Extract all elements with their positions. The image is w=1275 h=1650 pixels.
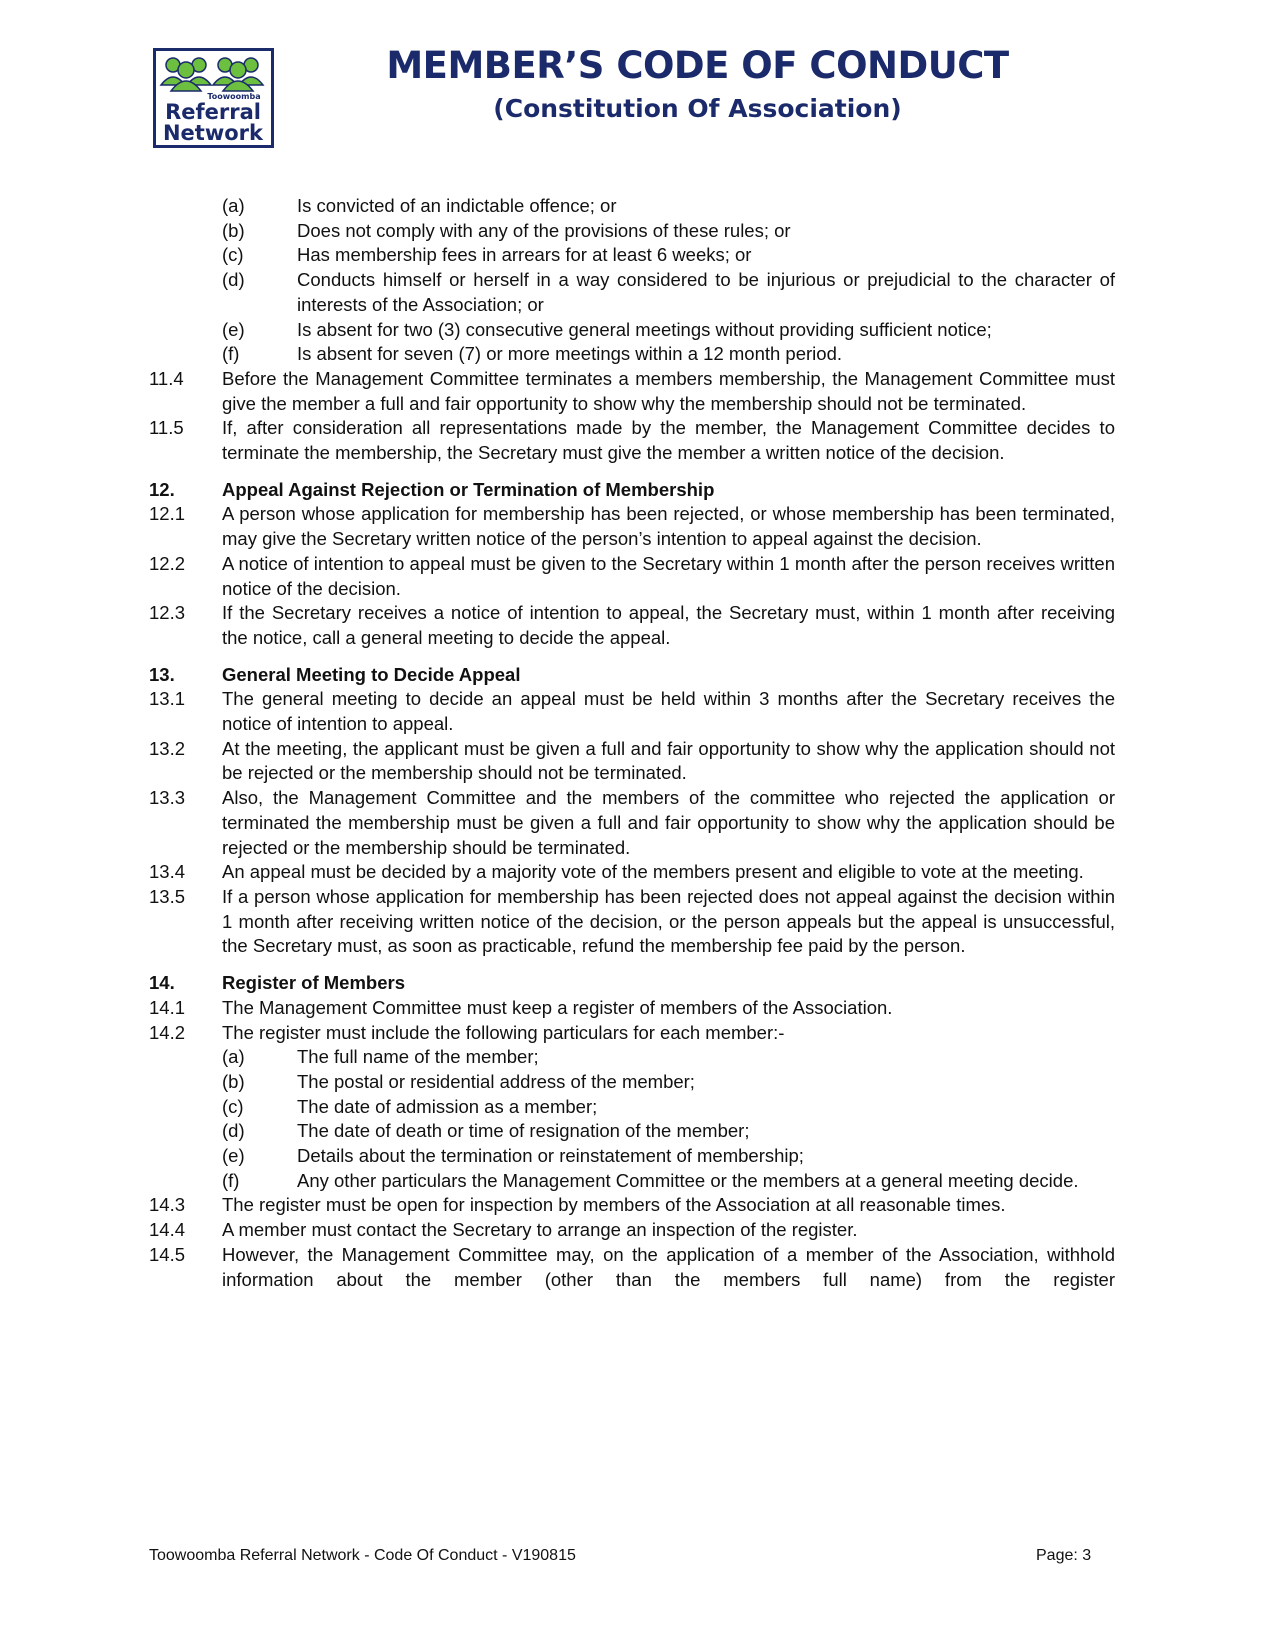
sub-clause — [222, 1045, 1115, 1070]
sub-clause-label: (a) — [222, 1046, 245, 1068]
sub-clause-text: Does not comply with any of the provisions of these rules; or — [297, 219, 791, 241]
clause-text: Before the Management Committee terminates a members membership, the Management Committee must give the member a full and fair opportunity to show why the membership should not be terminated. — [222, 367, 1115, 414]
heading-text: General Meeting to Decide Appeal — [222, 663, 521, 685]
heading-number: 13. — [149, 663, 175, 685]
sub-clause-label: (d) — [222, 1120, 245, 1142]
sub-clause-text: The postal or residential address of the member; — [297, 1070, 695, 1092]
clause — [149, 737, 1115, 786]
sub-clause-label: (b) — [222, 1070, 245, 1092]
clause-number: 14.2 — [149, 1021, 186, 1043]
sub-clause — [222, 1144, 1115, 1169]
clause-text: A member must contact the Secretary to arrange an inspection of the register. — [222, 1219, 858, 1241]
clause-text: A notice of intention to appeal must be given to the Secretary within 1 month after the person receives written notice of the decision. — [222, 552, 1115, 599]
clause — [149, 552, 1115, 601]
clause-number: 11.4 — [149, 367, 184, 389]
sub-clause-text: Is convicted of an indictable offence; or — [297, 195, 617, 216]
clause-text: A person whose application for membership has been rejected, or whose membership has been terminated, may give the Secretary written notice of the person’s intention to appeal against the decision. — [222, 503, 1115, 550]
clause-number: 13.2 — [149, 737, 186, 759]
sub-clause-text: Any other particulars the Management Committee or the members at a general meeting decide. — [297, 1169, 1079, 1191]
svg-text:Referral: Referral — [165, 100, 261, 124]
clause — [149, 1243, 1115, 1292]
svg-text:Toowoomba: Toowoomba — [207, 92, 261, 101]
sub-clause-label: (b) — [222, 219, 245, 241]
sub-clause-label: (c) — [222, 244, 244, 266]
section-heading — [149, 971, 1115, 996]
clause-number: 14.3 — [149, 1194, 186, 1216]
clause-number: 13.3 — [149, 787, 186, 809]
clause-number: 14.5 — [149, 1243, 186, 1265]
clause-text: The register must be open for inspection by members of the Association at all reasonable times. — [222, 1194, 1006, 1216]
clause-text: At the meeting, the applicant must be given a full and fair opportunity to show why the application should not be rejected or the membership should not be terminated. — [222, 737, 1115, 784]
clause-text: If, after consideration all representations made by the member, the Management Committee decides to terminate the membership, the Secretary must give the member a written notice of the decision. — [222, 417, 1115, 464]
clause — [149, 416, 1115, 465]
heading-number: 12. — [149, 478, 175, 500]
sub-clause — [222, 243, 1115, 268]
clause-number: 12.3 — [149, 602, 186, 624]
clause — [149, 860, 1115, 885]
clause-number: 13.5 — [149, 885, 186, 907]
clause — [149, 996, 1115, 1021]
clause — [149, 1021, 1115, 1046]
section-heading — [149, 663, 1115, 688]
clause-number: 11.5 — [149, 417, 184, 439]
clause-text: The Management Committee must keep a register of members of the Association. — [222, 996, 893, 1018]
sub-clause — [222, 268, 1115, 317]
clause-number: 12.1 — [149, 503, 186, 525]
clause-text: If the Secretary receives a notice of intention to appeal, the Secretary must, within 1 month after receiving the notice, call a general meeting to decide the appeal. — [222, 602, 1115, 648]
footer-page-number: Page: 3 — [1036, 1547, 1092, 1564]
clause-number: 12.2 — [149, 552, 186, 574]
sub-clause-label: (c) — [222, 1095, 244, 1117]
sub-clause — [222, 318, 1115, 343]
clause-text: An appeal must be decided by a majority vote of the members present and eligible to vote at the meeting. — [222, 861, 1084, 883]
sub-clause-label: (e) — [222, 318, 245, 340]
sub-clause-label: (f) — [222, 343, 240, 365]
sub-clause-label: (a) — [222, 195, 245, 216]
sub-clause — [222, 1119, 1115, 1144]
sub-clause-text: The full name of the member; — [297, 1046, 539, 1068]
clause-number: 14.1 — [149, 996, 186, 1018]
heading-number: 14. — [149, 972, 175, 994]
people-group-icon — [156, 51, 271, 145]
footer-document-info: Toowoomba Referral Network - Code Of Conduct - V190815 — [149, 1547, 576, 1564]
heading-text: Appeal Against Rejection or Termination of Membership — [222, 478, 715, 500]
sub-clause-text: Has membership fees in arrears for at least 6 weeks; or — [297, 244, 752, 266]
section-heading — [149, 478, 1115, 503]
clause-text: However, the Management Committee may, on the application of a member of the Association, withhold information about the member (other than the members full name) from the register — [222, 1243, 1115, 1290]
sub-clause — [222, 342, 1115, 367]
page-subtitle: (Constitution Of Association) — [493, 94, 902, 123]
svg-text:Network: Network — [162, 121, 264, 145]
sub-clause-label: (f) — [222, 1169, 240, 1191]
sub-clause — [222, 1070, 1115, 1095]
sub-clause-text: Is absent for two (3) consecutive general meetings without providing sufficient notice; — [297, 318, 992, 340]
clause — [149, 367, 1115, 416]
clause-text: The general meeting to decide an appeal must be held within 3 months after the Secretary receives the notice of intention to appeal. — [222, 688, 1115, 735]
sub-clause — [222, 219, 1115, 244]
clause-text: Also, the Management Committee and the members of the committee who rejected the application or terminated the membership must be given a full and fair opportunity to show why the application should be rejected or the membership should be terminated. — [222, 787, 1115, 858]
sub-clause — [222, 1095, 1115, 1120]
clause-number: 13.4 — [149, 861, 186, 883]
document-body — [149, 194, 1115, 1292]
clause-text: If a person whose application for membership has been rejected does not appeal against the decision within 1 month after receiving written notice of the decision, or the person appeals but the appeal is unsuccessful, the Secretary must, as soon as practicable, refund the membership fee paid by the person. — [222, 885, 1115, 957]
heading-text: Register of Members — [222, 972, 405, 994]
sub-clause-label: (e) — [222, 1145, 245, 1167]
clause-number: 13.1 — [149, 688, 186, 710]
sub-clause-text: The date of death or time of resignation of the member; — [297, 1120, 750, 1142]
clause — [149, 885, 1115, 959]
sub-clause — [222, 1169, 1115, 1194]
sub-clause-text: Details about the termination or reinstatement of membership; — [297, 1145, 804, 1167]
clause-text: The register must include the following particulars for each member:- — [222, 1021, 785, 1043]
clause-number: 14.4 — [149, 1219, 186, 1241]
clause — [149, 687, 1115, 736]
clause — [149, 786, 1115, 860]
clause — [149, 502, 1115, 551]
sub-clause-text: Conducts himself or herself in a way considered to be injurious or prejudicial to the character of interests of the Association; or — [297, 269, 1115, 315]
organization-logo — [153, 48, 274, 148]
page-title: MEMBER’S CODE OF CONDUCT — [386, 44, 1009, 87]
sub-clause-label: (d) — [222, 269, 245, 291]
sub-clause-text: Is absent for seven (7) or more meetings within a 12 month period. — [297, 343, 842, 365]
sub-clause-text: The date of admission as a member; — [297, 1095, 598, 1117]
clause — [149, 601, 1115, 650]
clause — [149, 1193, 1115, 1218]
clause — [149, 1218, 1115, 1243]
sub-clause — [222, 194, 1115, 219]
